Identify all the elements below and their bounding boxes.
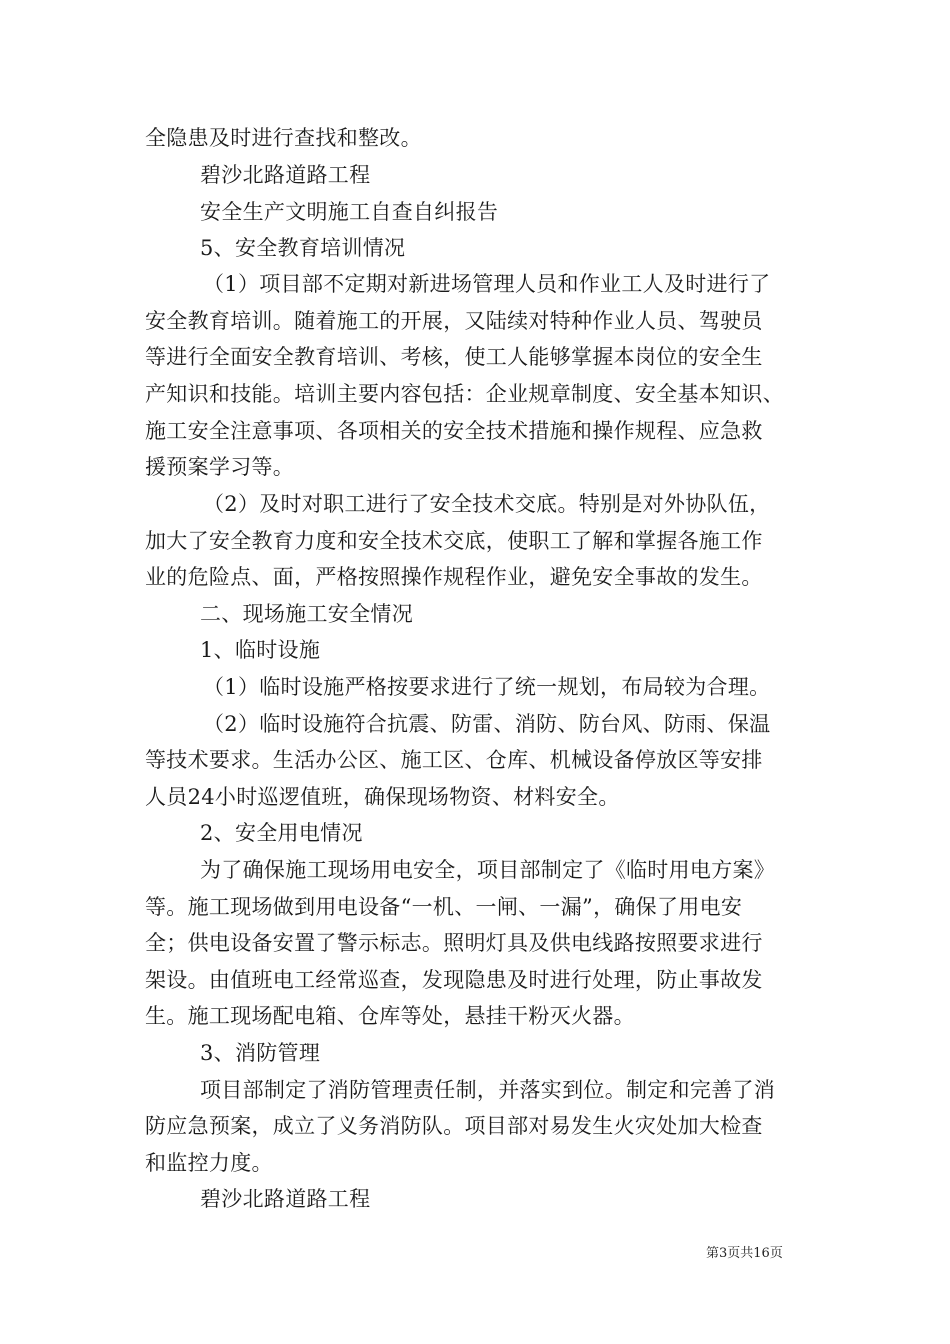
text-line: 产知识和技能。培训主要内容包括：企业规章制度、安全基本知识、 xyxy=(145,382,784,406)
text-line: 加大了安全教育力度和安全技术交底，使职工了解和掌握各施工作 xyxy=(145,529,763,553)
section-heading: 1、临时设施 xyxy=(200,638,321,662)
text-line: （1）临时设施严格按要求进行了统一规划，布局较为合理。 xyxy=(203,675,771,699)
section-heading: 3、消防管理 xyxy=(200,1041,321,1065)
section-heading: 碧沙北路道路工程 xyxy=(200,1187,371,1211)
text-line: 防应急预案，成立了义务消防队。项目部对易发生火灾处加大检查 xyxy=(145,1114,763,1138)
page-number: 第3页共16页 xyxy=(706,1246,783,1261)
text-line: （2）及时对职工进行了安全技术交底。特别是对外协队伍， xyxy=(203,492,771,516)
text-line: 架设。由值班电工经常巡查，发现隐患及时进行处理，防止事故发 xyxy=(145,968,763,992)
section-heading: 二、现场施工安全情况 xyxy=(200,602,413,626)
text-line: 人员24小时巡逻值班，确保现场物资、材料安全。 xyxy=(145,785,620,809)
text-line: 生。施工现场配电箱、仓库等处，悬挂干粉灭火器。 xyxy=(145,1004,635,1028)
section-heading: 5、安全教育培训情况 xyxy=(200,236,406,260)
text-line: 安全教育培训。随着施工的开展，又陆续对特种作业人员、驾驶员 xyxy=(145,309,763,333)
text-line: 施工安全注意事项、各项相关的安全技术措施和操作规程、应急救 xyxy=(145,419,763,443)
text-line: （2）临时设施符合抗震、防雷、消防、防台风、防雨、保温 xyxy=(203,712,771,736)
section-heading: 碧沙北路道路工程 xyxy=(200,163,371,187)
text-line: （1）项目部不定期对新进场管理人员和作业工人及时进行了 xyxy=(203,272,771,296)
text-line: 和监控力度。 xyxy=(145,1151,273,1175)
text-line: 项目部制定了消防管理责任制，并落实到位。制定和完善了消 xyxy=(200,1078,776,1102)
text-line: 全隐患及时进行查找和整改。 xyxy=(145,126,422,150)
text-line: 等。施工现场做到用电设备“一机、一闸、一漏”，确保了用电安 xyxy=(145,895,743,919)
text-line: 全；供电设备安置了警示标志。照明灯具及供电线路按照要求进行 xyxy=(145,931,763,955)
text-line: 业的危险点、面，严格按照操作规程作业，避免安全事故的发生。 xyxy=(145,565,763,589)
text-line: 援预案学习等。 xyxy=(145,455,295,479)
text-line: 为了确保施工现场用电安全，项目部制定了《临时用电方案》 xyxy=(200,858,776,882)
text-line: 等进行全面安全教育培训、考核，使工人能够掌握本岗位的安全生 xyxy=(145,345,763,369)
text-line: 等技术要求。生活办公区、施工区、仓库、机械设备停放区等安排 xyxy=(145,748,763,772)
section-heading: 安全生产文明施工自查自纠报告 xyxy=(200,200,499,224)
section-heading: 2、安全用电情况 xyxy=(200,821,363,845)
